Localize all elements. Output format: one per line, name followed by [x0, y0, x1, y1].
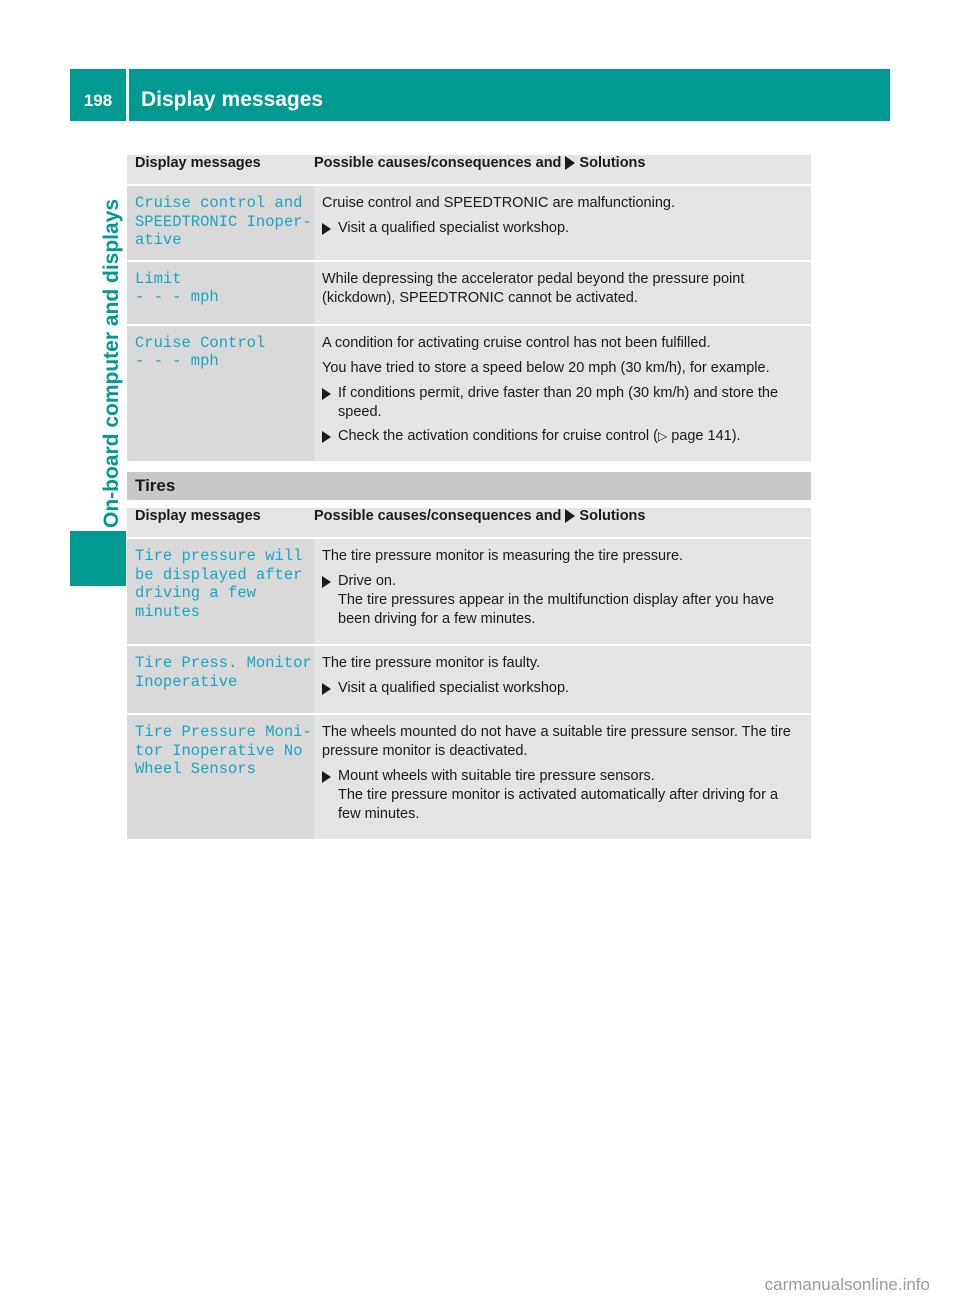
solution-step — [322, 427, 803, 446]
cause-text: Cruise control and SPEEDTRONIC are malfunctioning. — [322, 195, 675, 211]
section-title-tires: Tires — [127, 472, 811, 500]
display-message-line: - - - mph — [135, 288, 219, 306]
solution-step — [322, 384, 803, 422]
display-messages-table-cruise — [127, 155, 811, 463]
display-message-line: - - - mph — [135, 352, 219, 370]
display-messages-table-tires — [127, 508, 811, 841]
display-message-line: Inoperative — [135, 672, 238, 691]
display-message-cell — [127, 185, 314, 261]
table-header-row — [127, 155, 811, 185]
step-text: If conditions permit, drive faster than 20 mph (30 km/h) and store the speed. — [338, 384, 779, 420]
solution-cell — [314, 261, 811, 325]
table-row — [127, 538, 811, 645]
column-header-solutions-post: Solutions — [579, 155, 646, 171]
table-row — [127, 714, 811, 840]
table-row — [127, 261, 811, 325]
watermark: carmanualsonline.info — [764, 1275, 930, 1294]
column-header-solutions-pre: Possible causes/consequences and — [314, 155, 562, 171]
cause-text: The wheels mounted do not have a suitable tire pressure sensor. The tire pressure monitor is deactivated. — [322, 724, 791, 759]
cause-text: The tire pressure monitor is faulty. — [322, 655, 541, 671]
cause-text: You have tried to store a speed below 20 mph (30 km/h), for example. — [322, 359, 770, 376]
display-message-line: SPEEDTRONIC Inoper‑ — [135, 212, 312, 231]
arrow-right-icon — [565, 509, 575, 523]
cause-text: A condition for activating cruise control has not been fulfilled. — [322, 334, 711, 351]
display-message-line: ative — [135, 231, 182, 249]
display-message-line: tor Inoperative No — [135, 741, 303, 760]
cause-text: The tire pressure monitor is measuring the tire pressure. — [322, 548, 684, 564]
arrow-right-icon — [322, 388, 331, 400]
solution-step — [322, 679, 803, 698]
solution-cell — [314, 185, 811, 261]
display-message-cell — [127, 714, 314, 840]
header-divider — [126, 69, 129, 121]
step-subtext: The tire pressure monitor is activated automatically after driving for a few minutes. — [338, 787, 779, 822]
page-title: Display messages — [141, 88, 324, 111]
display-message-cell — [127, 538, 314, 645]
step-text: Drive on. — [338, 573, 397, 589]
cause-text: While depressing the accelerator pedal beyond the pressure point (kickdown), SPEEDTRONIC cannot be activated. — [322, 270, 745, 306]
column-header-messages: Display messages — [127, 508, 314, 538]
solution-cell — [314, 325, 811, 462]
arrow-right-icon — [322, 771, 331, 783]
display-message-line: Limit — [135, 269, 182, 288]
arrow-right-icon — [565, 156, 575, 170]
solution-step — [322, 219, 803, 238]
arrow-right-icon — [322, 683, 331, 695]
arrow-right-icon — [322, 223, 331, 235]
display-message-cell — [127, 325, 314, 462]
display-message-line: Wheel Sensors — [135, 760, 256, 778]
display-message-line: be displayed after — [135, 565, 303, 584]
table-row — [127, 325, 811, 462]
step-subtext: The tire pressures appear in the multifunction display after you have been driving for a few minutes. — [338, 592, 775, 627]
solution-step — [322, 572, 803, 629]
solution-cell — [314, 645, 811, 714]
side-tab-marker — [70, 531, 126, 586]
display-message-line: Cruise control and — [135, 194, 303, 212]
step-text: Mount wheels with suitable tire pressure sensors. — [338, 768, 655, 784]
solution-cell — [314, 538, 811, 645]
solution-cell — [314, 714, 811, 840]
display-message-cell — [127, 645, 314, 714]
page-number: 198 — [83, 91, 113, 110]
display-message-line: minutes — [135, 602, 201, 621]
arrow-right-icon — [322, 431, 331, 443]
step-text: Visit a qualified specialist workshop. — [338, 680, 570, 696]
side-tab-label: On-board computer and displays — [100, 198, 123, 528]
table-header-row — [127, 508, 811, 538]
column-header-messages: Display messages — [127, 155, 314, 185]
display-message-line: driving a few — [135, 584, 256, 602]
arrow-right-icon — [322, 576, 331, 588]
column-header-solutions — [314, 155, 811, 185]
column-header-solutions-pre: Possible causes/consequences and — [314, 508, 562, 524]
display-message-line: Tire pressure will — [135, 547, 303, 565]
page-reference-icon: ▷ — [657, 428, 668, 443]
step-text: Visit a qualified specialist workshop. — [338, 220, 570, 236]
step-text-page-ref[interactable]: page 141). — [667, 427, 741, 444]
table-row — [127, 645, 811, 714]
display-message-line: Cruise Control — [135, 333, 266, 352]
step-text: Check the activation conditions for cruise control ( — [338, 427, 658, 444]
display-message-line: Tire Pressure Moni‑ — [135, 723, 312, 741]
display-message-line: Tire Press. Monitor — [135, 654, 312, 672]
table-row — [127, 185, 811, 261]
display-message-cell — [127, 261, 314, 325]
solution-step — [322, 767, 803, 824]
column-header-solutions — [314, 508, 811, 538]
column-header-solutions-post: Solutions — [579, 508, 646, 524]
